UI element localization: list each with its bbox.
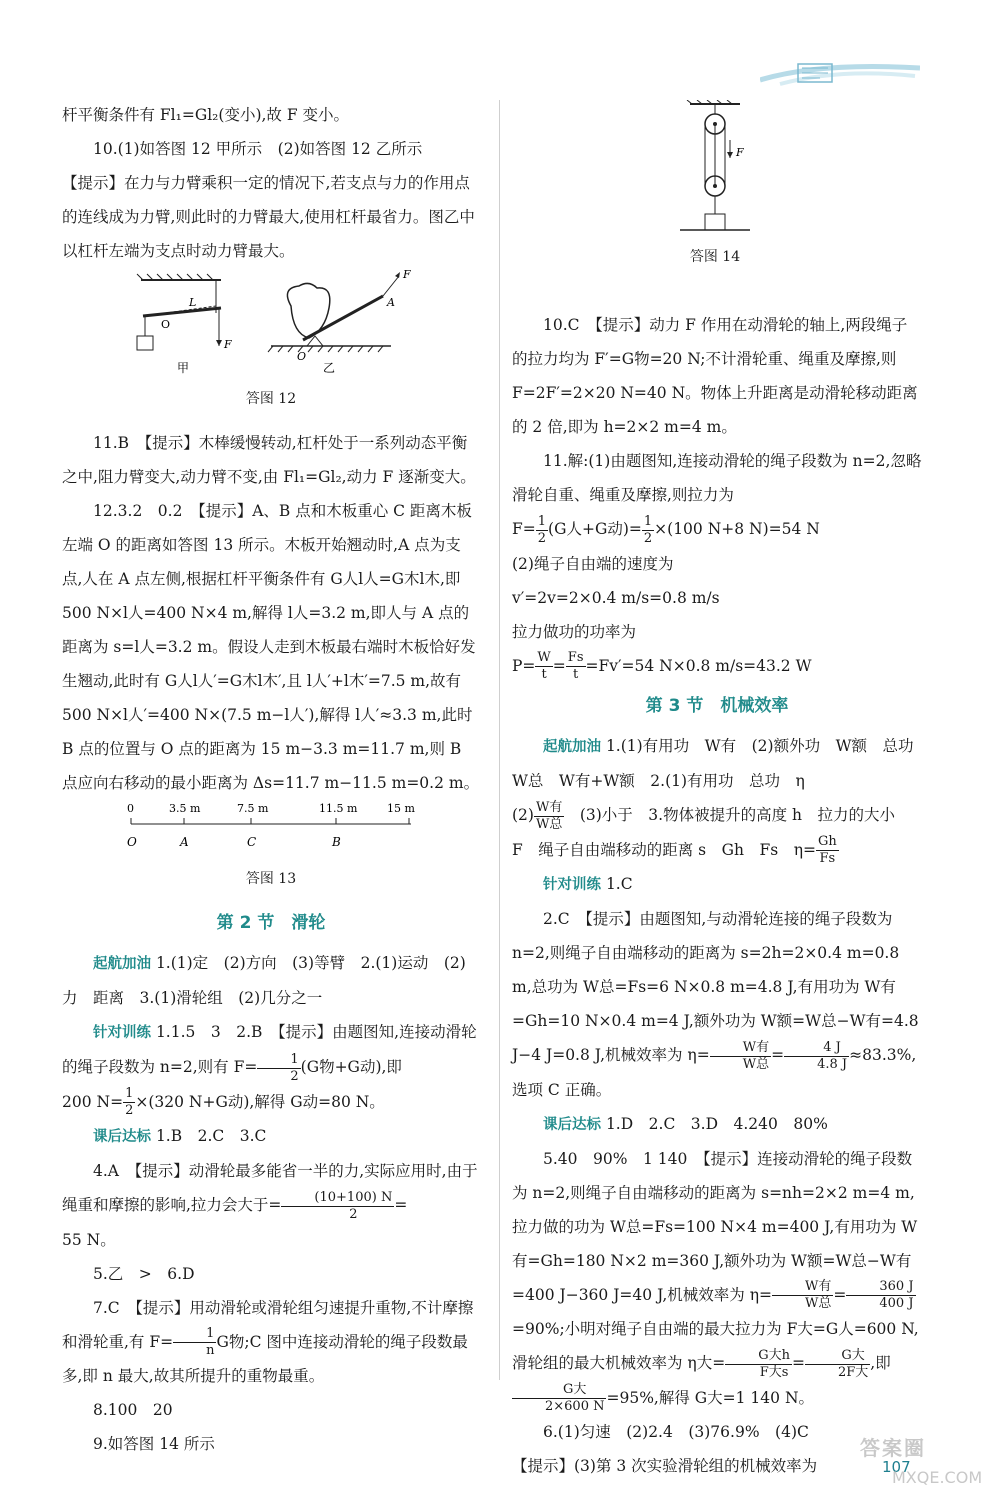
fraction (725, 1348, 792, 1381)
fraction (173, 1326, 216, 1359)
fig12-label-jia: 甲 (177, 361, 190, 375)
fraction (816, 834, 839, 867)
fraction (566, 650, 586, 683)
eq-text: F= (512, 520, 536, 538)
fraction-numerator: W有 (710, 1040, 771, 1057)
left-column (62, 98, 480, 1461)
fraction-numerator: W有 (772, 1279, 833, 1296)
section-2-title: 第 2 节 滑轮 (216, 913, 326, 933)
answer-4-end: 55 N。 (62, 1230, 116, 1249)
fig12-label-f2: F (403, 268, 411, 281)
answer-11r-p2: (2)绳子自由端的速度为 (512, 554, 674, 573)
answer-9: 9.如答图 14 所示 (93, 1435, 215, 1453)
fraction (642, 514, 654, 547)
qihang-tag: 起航加油 (93, 956, 151, 972)
eq-text: =Fv′=54 N×0.8 m/s=43.2 W (585, 656, 812, 675)
qihang-3-text: 1.(1)有用功 W有 (2)额外功 W额 总功 W总 W有+W额 2.(1)有用功 总功 η (512, 737, 930, 790)
fig12-label-f1: F (224, 338, 232, 351)
answer-7-text-b: G物;C 图中连接动滑轮的绳子段数最多,即 n 最大,故其所提升的重物最重。 (62, 1332, 468, 1385)
fraction-numerator: 1 (257, 1052, 300, 1069)
answer-2r-end: ≈83.3%,选项 C 正确。 (512, 1046, 917, 1099)
answer-7 (62, 1291, 480, 1394)
kehou-2 (62, 1119, 480, 1154)
header-decoration-icon (760, 58, 920, 88)
section-3-title: 第 3 节 机械效率 (645, 696, 789, 716)
fraction-denominator: 2 (643, 530, 653, 546)
zhendui-2-text-c: 200 N= (62, 1092, 124, 1111)
fraction-denominator: n (206, 1343, 215, 1358)
kehou-3-text: 1.D 2.C 3.D 4.240 80% (605, 1114, 828, 1133)
fig12-label-a: A (387, 296, 395, 309)
qihang-2 (62, 946, 480, 1015)
answer-11r-eq1 (512, 512, 922, 547)
fraction-numerator: 1 (537, 513, 547, 529)
zhendui-2 (62, 1015, 480, 1085)
zhendui-2-text-d: ×(320 N+G动),解得 G动=80 N。 (135, 1092, 385, 1111)
fig12-label-o2: O (297, 350, 307, 363)
zhendui-2-text-b: (G物+G动),即 (300, 1058, 402, 1076)
fraction (257, 1052, 300, 1085)
eq-text: = (833, 1285, 847, 1304)
figure-12 (121, 268, 421, 378)
answer-10r: 10.C 【提示】动力 F 作用在动滑轮的轴上,两段绳子的拉力均为 F′=G物=20 N;不计滑轮重、绳重及摩擦,则 F=2F′=2×20 N=40 N。物体上升距离是动滑轮移动距离的 2 倍,即为 h=2×2 m=4 m。 (512, 316, 918, 436)
fraction-numerator: W有 (535, 799, 563, 815)
fig13-tick-2: 7.5 m (237, 802, 269, 815)
fig13-tick-1: 3.5 m (169, 802, 201, 815)
eq-text: = (771, 1046, 785, 1064)
tip-10: 【提示】在力与力臂乘积一定的情况下,若支点与力的作用点的连线成为力臂,则此时的力臂最大,使用杠杆最省力。图乙中以杠杆左端为支点时动力臂最大。 (62, 174, 475, 260)
fraction-denominator: t (541, 667, 547, 682)
zhendui-2-line-2 (62, 1085, 480, 1120)
fraction-numerator: 1 (125, 1086, 134, 1101)
kehou-3 (512, 1107, 922, 1142)
qihang-3-line-3 (512, 833, 922, 868)
fraction (805, 1348, 870, 1381)
fig14-label-f: F (736, 146, 744, 159)
fraction-numerator: G大 (512, 1382, 606, 1399)
answer-11r-eq3 (512, 649, 922, 684)
fig13-tick-4: 15 m (387, 802, 415, 815)
kehou-tag: 课后达标 (543, 1116, 601, 1133)
fig12-label-o: O (161, 318, 171, 331)
fig12-label-yi: 乙 (323, 361, 336, 375)
qihang-2-text: 1.(1)定 (2)方向 (3)等臂 2.(1)运动 (2)力 距离 3.(1)滑轮组 (2)几分之一 (62, 954, 466, 1007)
qihang-3-line-2 (512, 798, 922, 833)
fraction-numerator: 4 J (784, 1040, 849, 1057)
fraction-denominator: 2 (349, 1206, 358, 1222)
answer-5r-text-c: =90%;小明对绳子自由端的最大拉力为 F大=G人=600 N,滑轮组的最大机械效率为 η大= (512, 1320, 919, 1372)
figure-12-caption: 答图 12 (245, 391, 297, 407)
fig13-point-o: O (127, 835, 137, 849)
answer-4 (62, 1154, 480, 1223)
fraction-denominator: 2 (290, 1068, 299, 1084)
fraction-numerator: G大h (725, 1348, 792, 1365)
fraction-numerator: 360 J (846, 1279, 915, 1296)
answer-8: 8.100 20 (93, 1401, 173, 1419)
answer-7-text: 7.C 【提示】用动滑轮或滑轮组匀速提升重物,不计摩擦和滑轮重,有 F= (62, 1298, 474, 1351)
fraction-denominator: 2×600 N (545, 1399, 605, 1414)
fig13-point-b: B (332, 835, 341, 849)
answer-5-6: 5.乙 > 6.D (93, 1264, 195, 1283)
text: (2) (512, 806, 534, 824)
answer-10: 10.(1)如答图 12 甲所示 (2)如答图 12 乙所示 (93, 140, 423, 158)
fraction (123, 1086, 135, 1119)
eq-text: (G人+G动)= (548, 520, 642, 538)
fraction (534, 800, 564, 833)
figure-14-caption: 答图 14 (689, 249, 741, 265)
zhendui-3-text: 1.C (605, 875, 633, 893)
answer-11r-p3: 拉力做功的功率为 (512, 622, 637, 641)
watermark-url: MXQE.COM (892, 1468, 983, 1487)
fraction (536, 514, 548, 547)
fraction-denominator: Fs (819, 851, 836, 866)
fraction (512, 1382, 606, 1415)
zhendui-tag: 针对训练 (543, 877, 601, 893)
zhendui-tag: 针对训练 (93, 1025, 151, 1041)
eq-text: P= (512, 656, 536, 675)
fraction (784, 1040, 849, 1073)
fraction-numerator: 1 (643, 513, 653, 529)
text-line: 杆平衡条件有 Fl₁=Gl₂(变小),故 F 变小。 (62, 106, 350, 124)
figure-14 (660, 100, 770, 250)
fraction-denominator: 2 (537, 530, 547, 546)
fraction-denominator: t (573, 667, 579, 682)
fraction-denominator: 2F大 (837, 1364, 869, 1380)
text: F 绳子自由端移动的距离 s Gh Fs η= (512, 840, 816, 859)
eq-text: = (552, 656, 566, 675)
answer-2r-text: 2.C 【提示】由题图知,与动滑轮连接的绳子段数为 n=2,则绳子自由端移动的距离为 s=2h=2×0.4 m=0.8 m,总功为 W总=Fs=6 N×0.8 m=4.8 J,有用功为 W有=Gh=10 N×0.4 m=4 J,额外功为 W额=W总−W有=4.8 J−4 J=0.8 J,机械效率为 η= (512, 910, 919, 1064)
answer-6r-tip: 【提示】(3)第 3 次实验滑轮组的机械效率为 (512, 1457, 818, 1475)
fraction-denominator: 4.8 J (817, 1056, 848, 1072)
fraction-denominator: 2 (125, 1103, 134, 1118)
kehou-2-text: 1.B 2.C 3.C (155, 1127, 267, 1145)
fraction (281, 1190, 394, 1223)
zhendui-3 (512, 867, 922, 902)
fraction-denominator: W总 (535, 816, 563, 832)
fig13-tick-3: 11.5 m (319, 802, 358, 815)
figure-13 (121, 800, 421, 858)
fraction (535, 650, 552, 683)
column-divider (499, 100, 500, 1380)
answer-11: 11.B 【提示】木棒缓慢转动,杠杆处于一系列动态平衡之中,阻力臂变大,动力臂不变,由 Fl₁=Gl₂,动力 F 逐渐变大。 (62, 434, 476, 486)
watermark-logo: 答案圈 (860, 1436, 926, 1460)
answer-2r (512, 902, 922, 1107)
answer-11r-eq2: v′=2v=2×0.4 m/s=0.8 m/s (512, 588, 720, 607)
fraction (846, 1279, 915, 1312)
answer-5r-text: 5.40 90% 1 140 【提示】连接动滑轮的绳子段数为 n=2,则绳子自由端移动的距离为 s=nh=2×2 m=4 m,拉力做的功为 W总=Fs=100 N×4 m=400 J,有用功为 W有=Gh=180 N×2 m=360 J,额外功为 W额=W总−W有=400 J−360 J=40 J,机械效率为 η= (512, 1149, 918, 1304)
answer-4-text: 4.A 【提示】动滑轮最多能省一半的力,实际应用时,由于绳重和摩擦的影响,拉力会大于= (62, 1162, 478, 1214)
fraction-denominator: 400 J (879, 1296, 914, 1311)
fraction-denominator: W总 (742, 1056, 770, 1072)
fraction-numerator: 1 (173, 1326, 216, 1343)
eq-text: ×(100 N+8 N)=54 N (654, 520, 820, 538)
kehou-tag: 课后达标 (93, 1129, 151, 1145)
fraction-numerator: Gh (817, 834, 837, 849)
qihang-3 (512, 729, 930, 798)
eq-text: = (791, 1354, 805, 1372)
fraction-numerator: (10+100) N (281, 1190, 394, 1207)
fig13-tick-0: 0 (127, 802, 134, 815)
fig13-point-c: C (247, 835, 257, 849)
fraction (710, 1040, 771, 1073)
answer-4-eq: = (394, 1196, 408, 1214)
answer-5r (512, 1142, 922, 1416)
fraction-numerator: Fs (567, 650, 584, 665)
fraction-numerator: W (537, 650, 551, 665)
page-number: 107 (882, 1458, 911, 1476)
fraction-denominator: W总 (805, 1296, 832, 1311)
zhendui-2-text: 1.1.5 3 2.B 【提示】由题图知,连接动滑轮的绳子段数为 n=2,则有 F= (62, 1023, 477, 1076)
fraction-denominator: F大s (759, 1364, 789, 1380)
qihang-tag: 起航加油 (543, 739, 601, 755)
figure-13-caption: 答图 13 (245, 871, 297, 887)
answer-11r: 11.解:(1)由题图知,连接动滑轮的绳子段数为 n=2,忽略滑轮自重、绳重及摩擦,则拉力为 (512, 452, 922, 504)
eq-text: ,即 (870, 1354, 891, 1372)
fraction (772, 1279, 833, 1312)
answer-5r-end: =95%,解得 G大=1 140 N。 (606, 1388, 815, 1407)
right-column (512, 308, 930, 1483)
text: (3)小于 3.物体被提升的高度 h 拉力的大小 (564, 806, 895, 824)
fig13-point-a: A (180, 835, 189, 849)
answer-12: 12.3.2 0.2 【提示】A、B 点和木板重心 C 距离木板左端 O 的距离如答图 13 所示。木板开始翘动时,A 点为支点,人在 A 点左侧,根据杠杆平衡条件有 G人l人=G木l木,即 500 N×l人=400 N×4 m,解得 l人=3.2 m,即人与 A 点的距离为 s=l人=3.2 m。假设人走到木板最右端时木板恰好发生翘动,此时有 G人l人′=G木l木′,且 l人′+l木′=7.5 m,故有 500 N×l人′=400 N×(7.5 m−l人′),解得 l人′≈3.3 m,此时 B 点的位置与 O 点的距离为 15 m−3.3 m=11.7 m,则 B 点应向右移动的最小距离为 Δs=11.7 m−11.5 m=0.2 m。 (62, 502, 480, 792)
fraction-numerator: G大 (805, 1348, 870, 1365)
answer-6r: 6.(1)匀速 (2)2.4 (3)76.9% (4)C (543, 1423, 809, 1441)
fig12-label-l: L (189, 296, 197, 309)
